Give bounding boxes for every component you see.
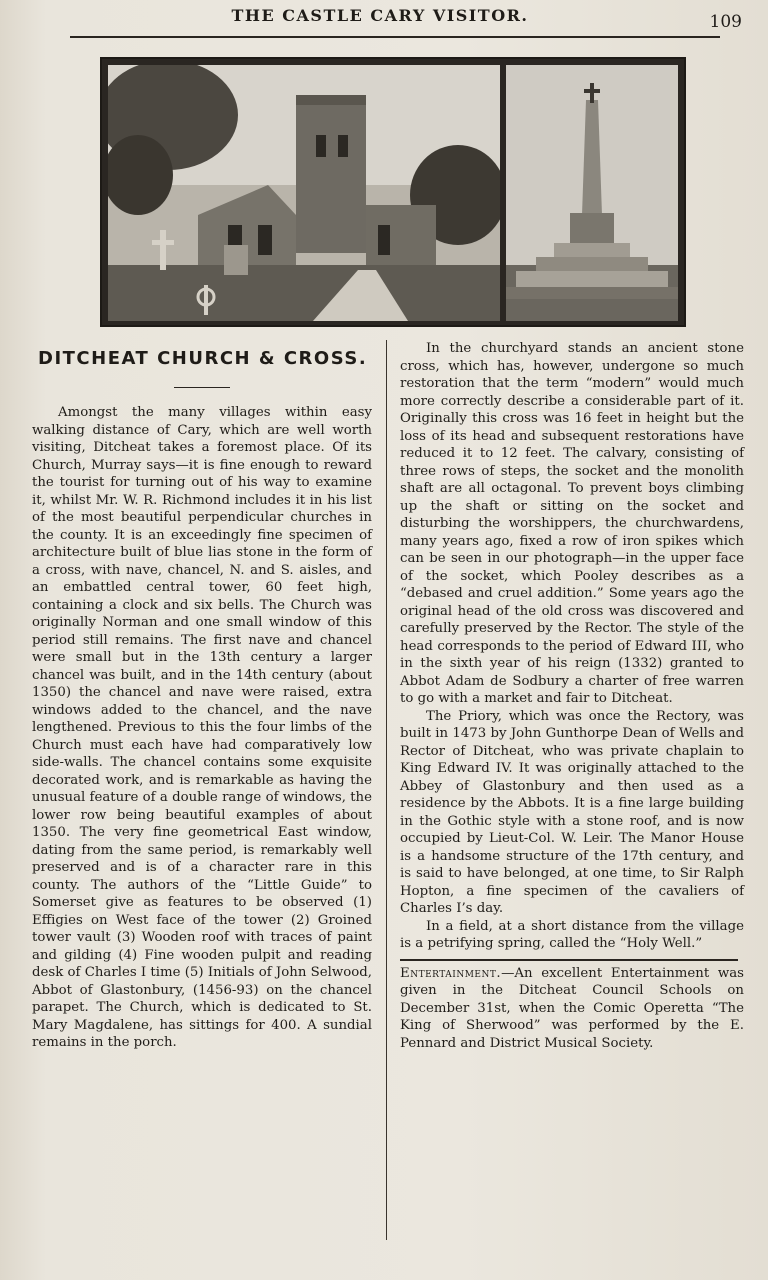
paragraph-priory: The Priory, which was once the Rectory, was built in 1473 by John Gunthorpe Dean of Wells and Rector of Ditcheat, who was private chaplain to King Edward IV. It was originally attached to the Abbey of Glastonbury and then used as a residence by the Abbots. It is a fine large building in the Gothic style with a stone roof, and is now occupied by Lieut-Col. W. Leir. The Manor House is a handsome structure of the 17th century, and is said to have belonged, at one time, to Sir Ralph Hopton, a fine specimen of the cavaliers of Charles I’s day. <box>400 708 744 916</box>
header-rule <box>70 36 720 39</box>
photo-frame <box>100 57 686 327</box>
page-number: 109 <box>709 12 742 32</box>
paragraph-cross: In the churchyard stands an ancient stone cross, which has, however, undergone so much restoration that the term “modern” would much more correctly describe a considerable part of it. Originally this cross was 16 feet in height but the loss of its head and subsequent restorations have reduced it to 12 feet. The calvary, consisting of three rows of steps, the socket and the monolith shaft are all octagonal. To prevent boys climbing up the shaft or sitting on the socket and disturbing the worshippers, the churchwardens, many years ago, fixed a row of iron spikes which can be seen in our photograph—in the upper face of the socket, which Pooley describes as a “debased and cruel addition.” Some years ago the original head of the old cross was discovered and carefully preserved by the Rector. The style of the head corresponds to the period of Edward III, who in the sixth year of his reign (1332) granted to Abbot Adam de Sodbury a charter of free warren to go with a market and fair to Ditcheat. <box>400 341 744 706</box>
column-divider <box>386 340 387 1240</box>
entertainment-paragraph <box>400 965 744 1053</box>
cross-photo <box>506 65 678 321</box>
title-rule <box>174 387 230 388</box>
article-title: DITCHEAT CHURCH & CROSS. <box>38 348 368 369</box>
right-column <box>400 340 744 1052</box>
paragraph-church: Amongst the many villages within easy walking distance of Cary, which are well worth visiting, Ditcheat takes a foremost place. Of its Church, Murray says—it is fine enough to reward the tourist for turning out of his way to examine it, whilst Mr. W. R. Richmond includes it in his list of the most beautiful perpendicular churches in the county. It is an exceedingly fine specimen of architecture built of blue lias stone in the form of a cross, with nave, chancel, N. and S. aisles, and an embattled central tower, 60 feet high, containing a clock and six bells. The Church was originally Norman and one small window of this period still remains. The first nave and chancel were small but in the 13th century a larger chancel was built, and in the 14th century (about 1350) the chancel and nave were raised, extra windows added to the chancel, and the nave lengthened. Previous to this the four limbs of the Church must each have had comparatively low side-walls. The chancel contains some exquisite decorated work, and is remarkable as having the unusual feature of a double range of windows, the lower row being beautiful examples of about 1350. The very fine geometrical East window, dating from the same period, is remarkably well preserved and is of a character rare in this county. The authors of the “Little Guide” to Somerset give as features to be observed (1) Effigies on West face of the tower (2) Groined tower vault (3) Wooden roof with traces of paint and gilding (4) Fine wooden pulpit and reading desk of Charles I time (5) Initials of John Selwood, Abbot of Glastonbury, (1456-93) on the chancel parapet. The Church, which is dedicated to St. Mary Magdalene, has sittings for 400. A sundial remains in the porch. <box>32 405 372 1050</box>
church-photo <box>108 65 500 321</box>
entertainment-text: —An excellent Entertainment was given in the Ditcheat Council Schools on December 31st, when the Comic Operetta “The King of Sherwood” was performed by the E. Pennard and District Musical Society. <box>400 965 744 1051</box>
left-column <box>32 340 372 1052</box>
entertainment-heading: Entertainment. <box>400 965 502 981</box>
running-title: THE CASTLE CARY VISITOR. <box>231 6 529 25</box>
section-rule <box>400 959 738 961</box>
paragraph-holy-well: In a field, at a short distance from the village is a petrifying spring, called the “Holy Well.” <box>400 918 744 951</box>
